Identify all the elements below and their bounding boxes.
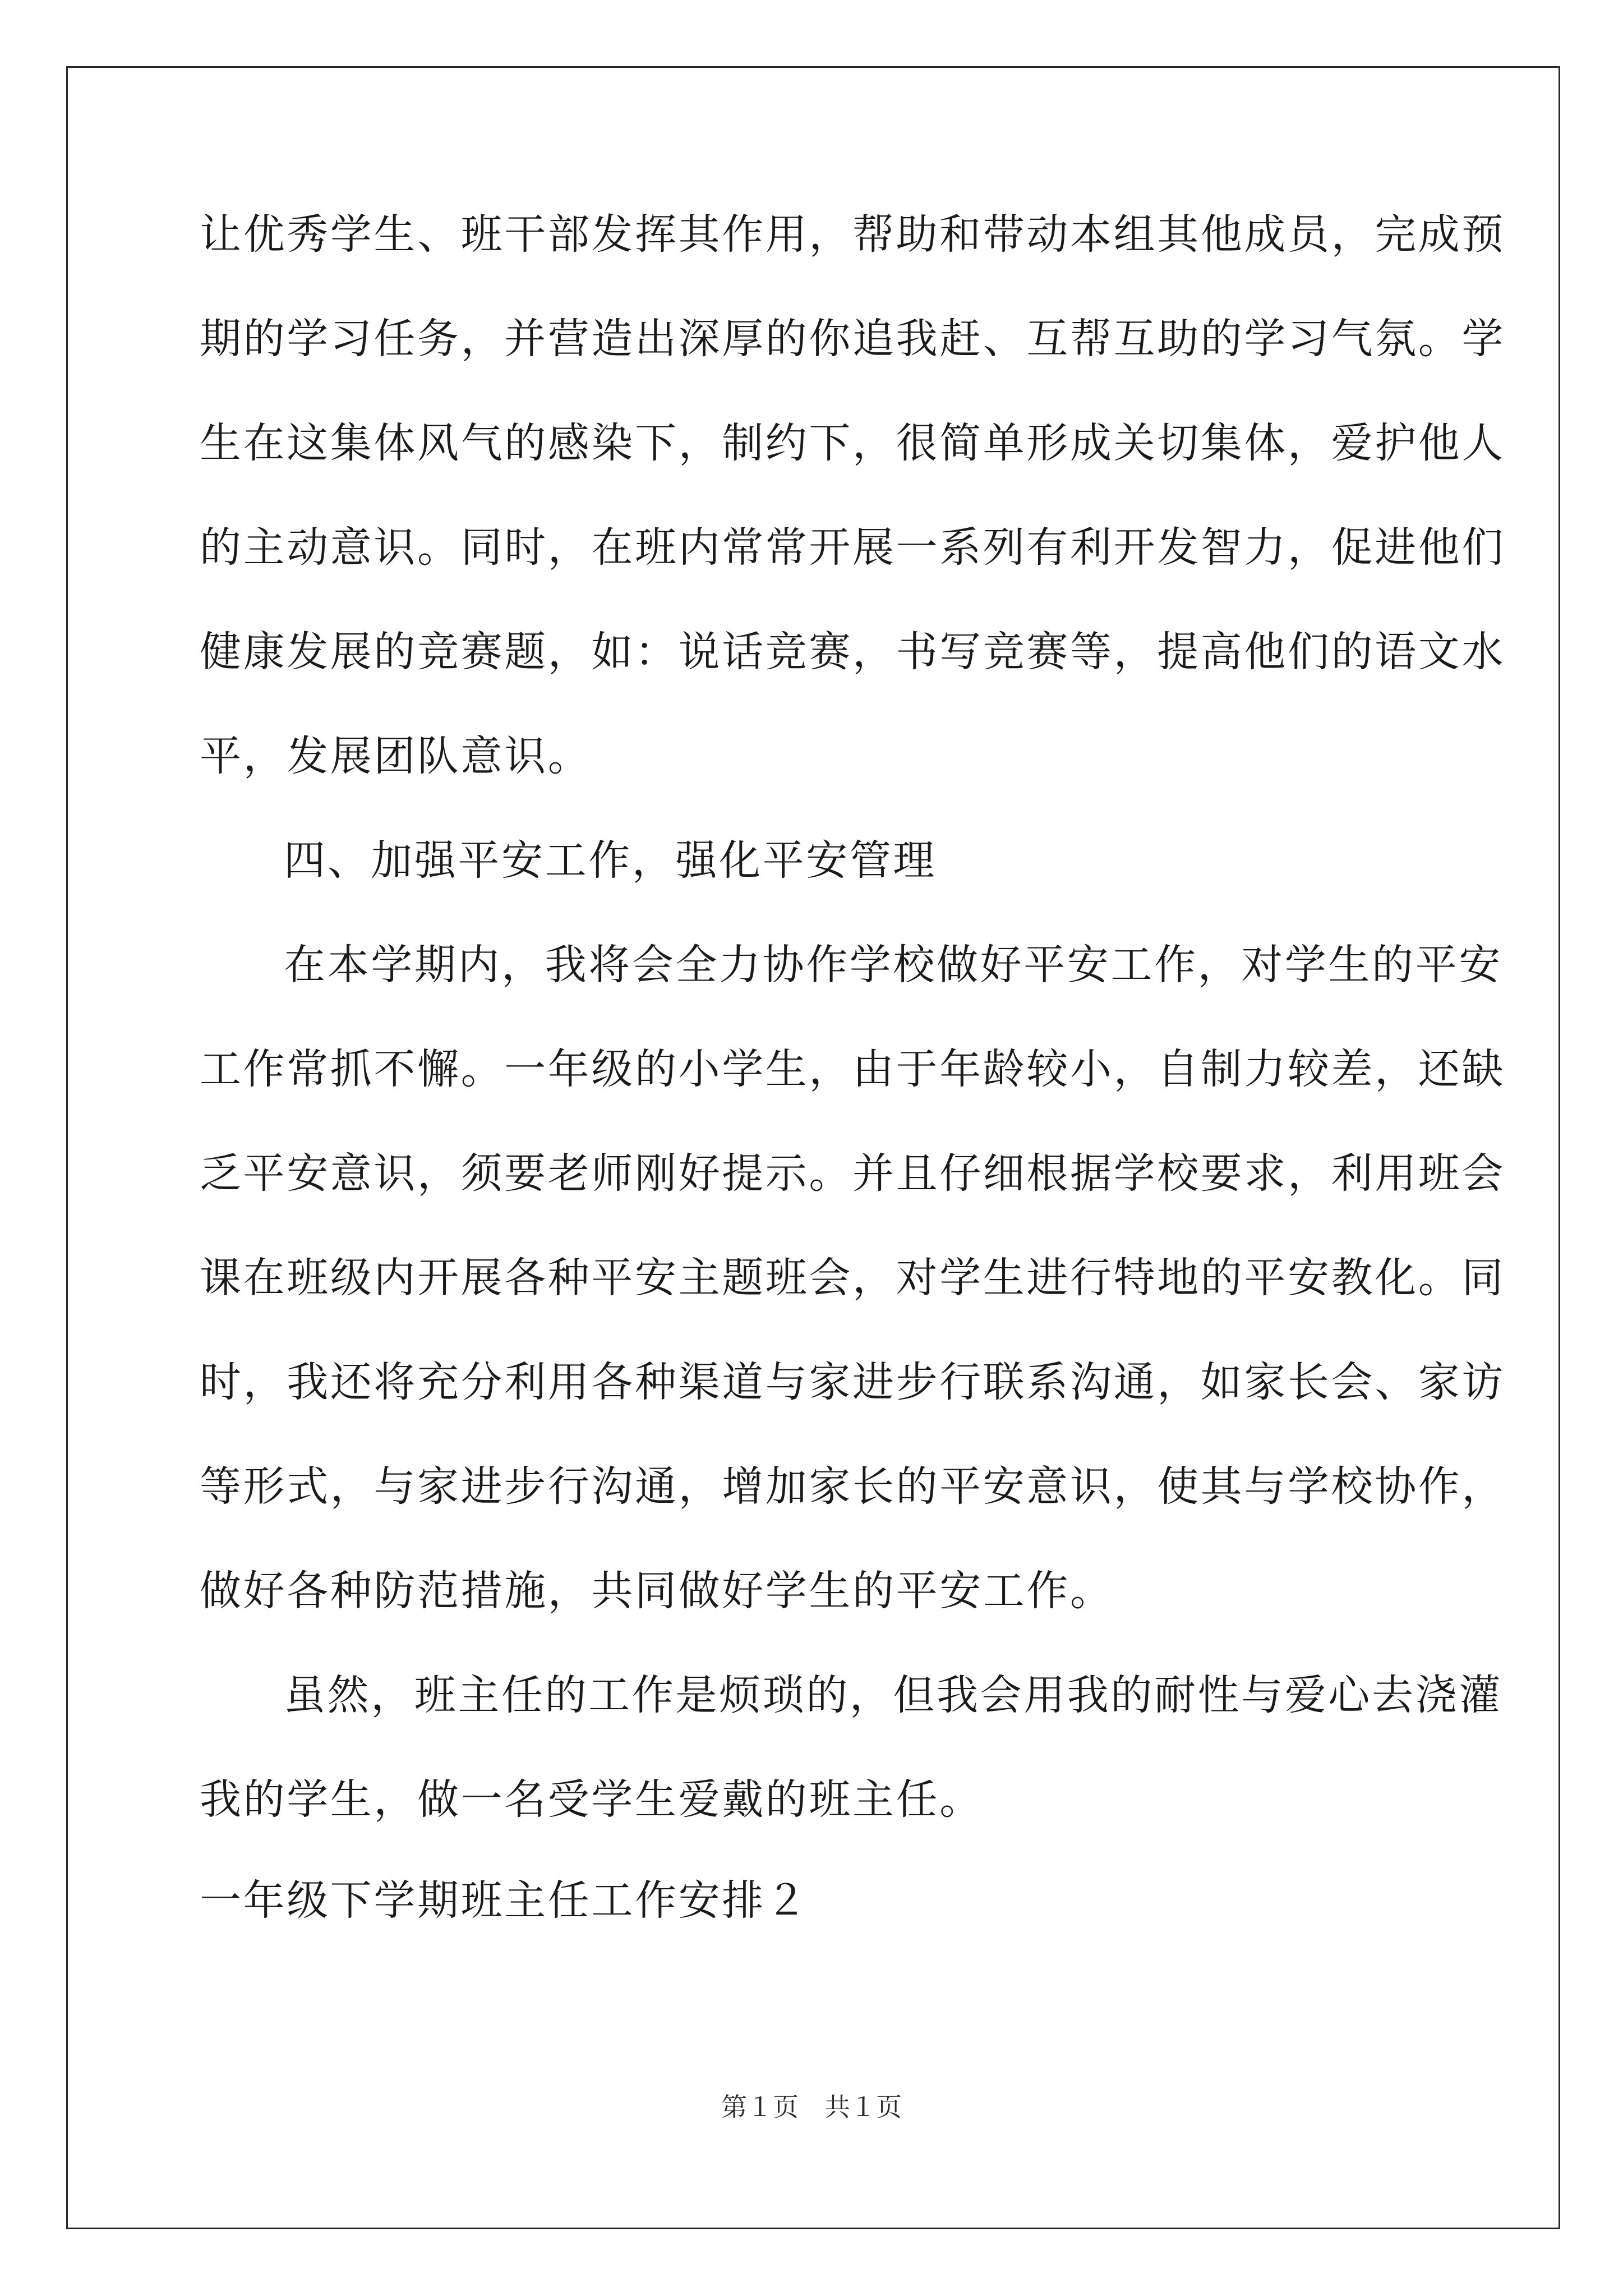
paragraph-line: 生在这集体风气的感染下，制约下，很简单形成关切集体，爱护他人 (200, 419, 1505, 467)
paragraph-line: 等形式，与家进步行沟通，增加家长的平安意识，使其与学校协作， (200, 1462, 1505, 1511)
paragraph-line: 健康发展的竞赛题，如：说话竞赛，书写竞赛等，提高他们的语文水 (200, 628, 1505, 676)
paragraph-line: 的主动意识。同时，在班内常常开展一系列有利开发智力，促进他们 (200, 523, 1505, 572)
paragraph-line: 虽然，班主任的工作是烦琐的，但我会用我的耐性与爱心去浇灌 (284, 1671, 1502, 1719)
paragraph-line: 期的学习任务，并营造出深厚的你追我赶、互帮互助的学习气氛。学 (200, 315, 1505, 363)
paragraph-line: 我的学生，做一名受学生爱戴的班主任。 (200, 1775, 983, 1824)
section-heading: 四、加强平安工作，强化平安管理 (284, 836, 937, 885)
paragraph-line: 让优秀学生、班干部发挥其作用，帮助和带动本组其他成员，完成预 (200, 210, 1505, 259)
paragraph-line: 乏平安意识，须要老师刚好提示。并且仔细根据学校要求，利用班会 (200, 1149, 1505, 1198)
paragraph-line: 在本学期内，我将会全力协作学校做好平安工作，对学生的平安 (284, 941, 1502, 989)
paragraph-line: 工作常抓不懈。一年级的小学生，由于年龄较小，自制力较差，还缺 (200, 1045, 1505, 1093)
page-number-footer: 第１页 共１页 (721, 2092, 902, 2122)
paragraph-line: 时，我还将充分利用各种渠道与家进步行联系沟通，如家长会、家访 (200, 1358, 1505, 1406)
paragraph-line: 课在班级内开展各种平安主题班会，对学生进行特地的平安教化。同 (200, 1254, 1505, 1302)
document-heading: 一年级下学期班主任工作安排２ (200, 1876, 809, 1925)
paragraph-line: 做好各种防范措施，共同做好学生的平安工作。 (200, 1567, 1114, 1615)
paragraph-line: 平，发展团队意识。 (200, 732, 592, 780)
